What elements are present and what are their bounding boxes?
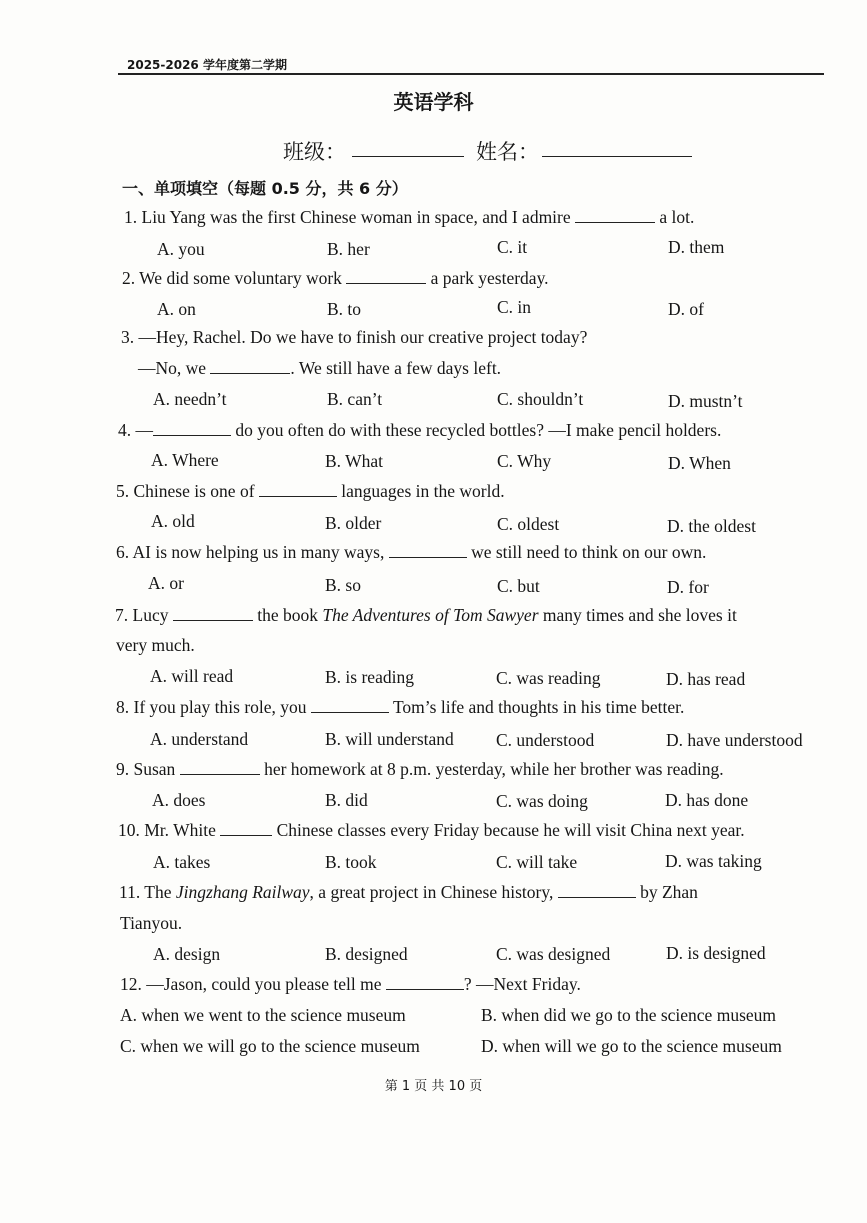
q2-option-a: A. on [157, 299, 196, 319]
name-label: 姓名： [476, 140, 539, 164]
q8-option-d: D. have understood [666, 730, 803, 750]
q6-option-a: A. or [148, 573, 184, 593]
question-7: 7. Lucy the book The Adventures of Tom Sawyer many times and she loves it [115, 605, 737, 625]
q1-option-c: C. it [497, 237, 528, 257]
question-7-continued: very much. [116, 635, 195, 655]
q12-option-b: B. when did we go to the science museum [481, 1005, 777, 1025]
q7-option-b: B. is reading [325, 667, 414, 687]
q10-option-c: C. will take [496, 852, 578, 872]
q5-option-c: C. oldest [497, 514, 560, 534]
class-label: 班级： [283, 140, 346, 164]
q12-option-c: C. when we will go to the science museum [120, 1036, 420, 1056]
q9-option-d: D. has done [665, 790, 749, 810]
q9-option-a: A. does [152, 790, 206, 810]
question-3: 3. —Hey, Rachel. Do we have to finish our creative project today? [121, 327, 588, 347]
q12-option-d: D. when will we go to the science museum [481, 1036, 782, 1056]
q8-option-b: B. will understand [325, 729, 454, 749]
q7-option-d: D. has read [666, 669, 746, 689]
q4-option-a: A. Where [151, 450, 219, 470]
question-12: 12. —Jason, could you please tell me ? —Next Friday. [120, 974, 581, 994]
q3-option-d: D. mustn’t [668, 391, 743, 411]
q11-option-a: A. design [153, 944, 221, 964]
term-label: 2025-2026 学年度第二学期 [127, 58, 287, 72]
question-11-continued: Tianyou. [120, 913, 183, 933]
q6-option-b: B. so [325, 575, 361, 595]
q3-option-a: A. needn’t [153, 389, 227, 409]
class-blank [352, 156, 464, 157]
question-3-reply: —No, we . We still have a few days left. [138, 358, 502, 378]
q4-option-c: C. Why [497, 451, 552, 471]
page-footer: 第 1 页 共 10 页 [384, 1079, 483, 1094]
q2-option-c: C. in [497, 297, 532, 317]
q10-option-d: D. was taking [665, 851, 762, 871]
question-9: 9. Susan her homework at 8 p.m. yesterday, while her brother was reading. [116, 759, 724, 779]
name-blank [542, 156, 692, 157]
q7-option-c: C. was reading [496, 668, 601, 688]
q4-option-d: D. When [668, 453, 731, 473]
q5-option-d: D. the oldest [667, 516, 756, 536]
subject-title: 英语学科 [393, 90, 474, 114]
question-1: 1. Liu Yang was the first Chinese woman in space, and I admire a lot. [124, 207, 695, 227]
question-11: 11. The Jingzhang Railway, a great project in Chinese history, by Zhan [119, 882, 698, 902]
q1-option-a: A. you [157, 239, 205, 259]
question-6: 6. AI is now helping us in many ways, we still need to think on our own. [116, 542, 707, 562]
q4-option-b: B. What [325, 451, 384, 471]
q10-option-b: B. took [325, 852, 377, 872]
q9-option-c: C. was doing [496, 791, 588, 811]
q1-option-d: D. them [668, 237, 725, 257]
section-title: 一、单项填空（每题 0.5 分，共 6 分） [122, 179, 408, 198]
q5-option-a: A. old [151, 511, 195, 531]
q7-option-a: A. will read [150, 666, 234, 686]
q2-option-b: B. to [327, 299, 362, 319]
q12-option-a: A. when we went to the science museum [120, 1005, 406, 1025]
q11-option-d: D. is designed [666, 943, 766, 963]
question-8: 8. If you play this role, you Tom’s life and thoughts in his time better. [116, 697, 685, 717]
question-4: 4. — do you often do with these recycled bottles? —I make pencil holders. [118, 420, 722, 440]
q8-option-c: C. understood [496, 730, 595, 750]
q5-option-b: B. older [325, 513, 382, 533]
question-2: 2. We did some voluntary work a park yesterday. [122, 268, 549, 288]
q6-option-c: C. but [497, 576, 540, 596]
q1-option-b: B. her [327, 239, 370, 259]
q6-option-d: D. for [667, 577, 709, 597]
q10-option-a: A. takes [153, 852, 211, 872]
question-10: 10. Mr. White Chinese classes every Friday because he will visit China next year. [118, 820, 745, 840]
q3-option-c: C. shouldn’t [497, 389, 584, 409]
q2-option-d: D. of [668, 299, 704, 319]
header-rule [118, 73, 824, 75]
q8-option-a: A. understand [150, 729, 249, 749]
q11-option-c: C. was designed [496, 944, 611, 964]
q9-option-b: B. did [325, 790, 368, 810]
question-5: 5. Chinese is one of languages in the world. [116, 481, 505, 501]
q3-option-b: B. can’t [327, 389, 383, 409]
q11-option-b: B. designed [325, 944, 408, 964]
